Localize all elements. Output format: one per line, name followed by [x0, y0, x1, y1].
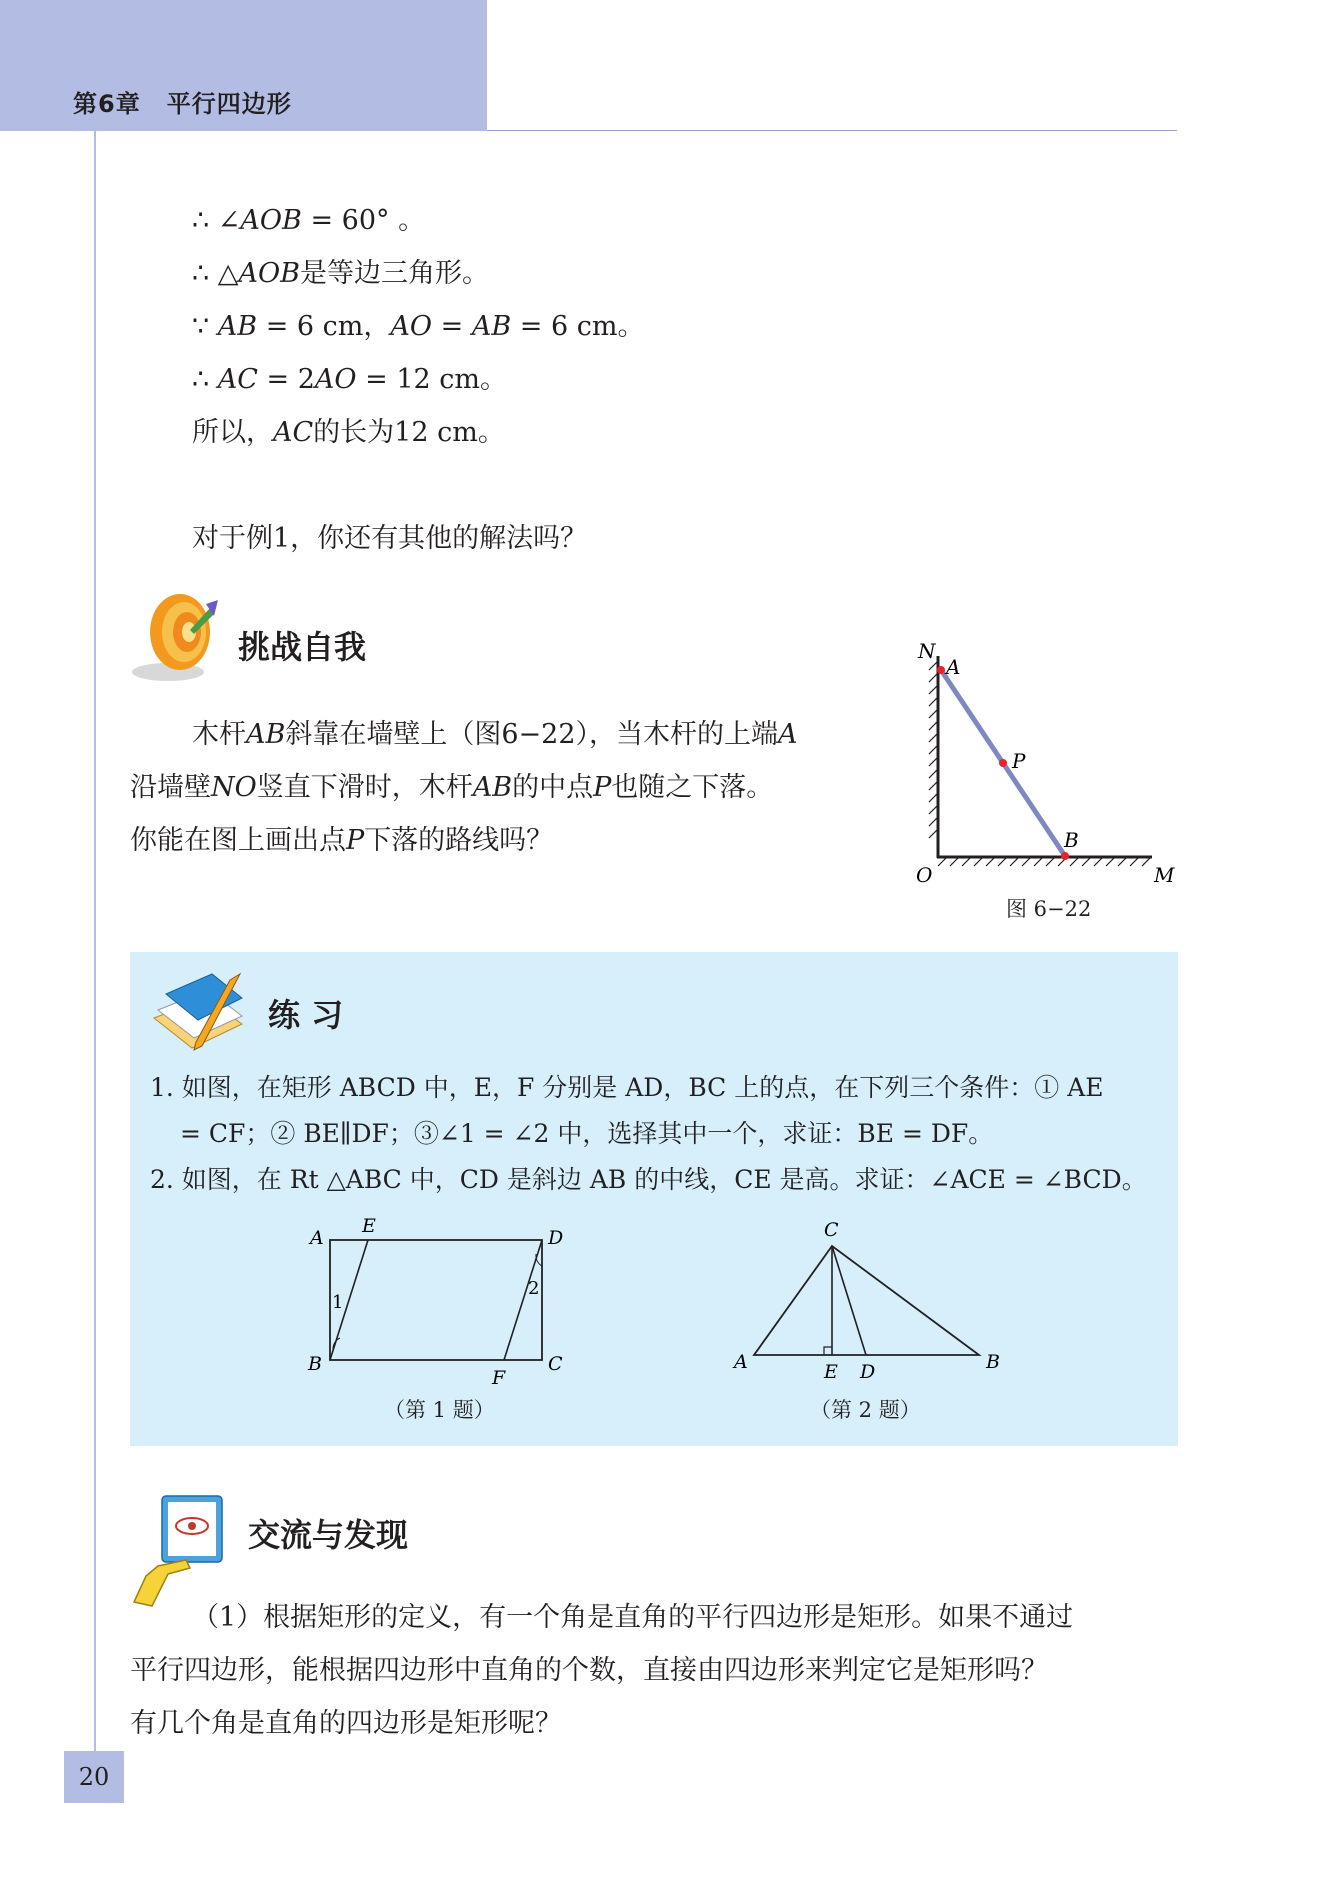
solution-line-5: 所以，AC的长为12 cm。	[192, 417, 505, 448]
label-d: D	[860, 1361, 876, 1383]
label-a: A	[310, 1227, 324, 1249]
page-number: 20	[64, 1751, 124, 1803]
margin-rule	[94, 131, 96, 1751]
label-a: A	[946, 655, 961, 679]
exercise-1-figure	[300, 1212, 580, 1392]
label-b: B	[986, 1351, 1000, 1373]
discuss-line-3: 有几个角是直角的四边形是矩形呢？	[130, 1708, 562, 1739]
label-c: C	[824, 1219, 839, 1241]
label-angle-2: 2	[528, 1278, 540, 1299]
label-p: P	[1012, 749, 1026, 773]
label-b: B	[308, 1353, 322, 1375]
exercise-q1-line1: 1. 如图，在矩形 ABCD 中，E，F 分别是 AD，BC 上的点，在下列三个条件：① AE	[150, 1073, 1104, 1102]
exercise-2-figure	[724, 1212, 1014, 1392]
exercise-title: 练 习	[268, 996, 344, 1034]
eye-hand-icon	[128, 1490, 238, 1610]
exercise-2-caption: （第 2 题）	[810, 1398, 921, 1422]
figure-6-22	[900, 640, 1180, 890]
exercise-q2-line: 2. 如图，在 Rt △ABC 中，CD 是斜边 AB 的中线，CE 是高。求证：∠ACE = ∠BCD。	[150, 1165, 1147, 1194]
label-m: M	[1154, 863, 1175, 887]
point-a	[937, 666, 945, 674]
solution-line-4: ∴ AC = 2AO = 12 cm。	[192, 364, 508, 395]
label-b: B	[1064, 828, 1079, 852]
label-d: D	[548, 1227, 564, 1249]
discuss-title: 交流与发现	[248, 1516, 409, 1554]
label-f: F	[492, 1367, 506, 1389]
target-dart-icon	[128, 590, 224, 686]
solution-line-2: ∴ △AOB是等边三角形。	[192, 258, 490, 289]
wall-hatching	[929, 662, 937, 838]
right-angle-mark	[824, 1347, 832, 1355]
label-angle-1: 1	[332, 1292, 344, 1313]
solution-line-1: ∴ ∠AOB = 60° 。	[192, 205, 426, 236]
discuss-line-2: 平行四边形，能根据四边形中直角的个数，直接由四边形来判定它是矩形吗？	[130, 1655, 1048, 1686]
question-text: 对于例1，你还有其他的解法吗？	[192, 523, 588, 554]
challenge-line-2: 沿墙壁NO竖直下滑时，木杆AB的中点P也随之下落。	[130, 772, 774, 803]
challenge-line-1: 木杆AB斜靠在墙壁上（图6−22），当木杆的上端A	[192, 719, 798, 750]
label-a: A	[734, 1351, 748, 1373]
label-c: C	[548, 1353, 563, 1375]
header-rule	[487, 130, 1177, 131]
median-cd	[832, 1246, 866, 1355]
triangle-abc	[754, 1246, 979, 1355]
challenge-title: 挑战自我	[238, 628, 367, 666]
solution-line-3: ∵ AB = 6 cm，AO = AB = 6 cm。	[192, 311, 645, 342]
label-o: O	[916, 863, 933, 887]
chapter-number: 第6章	[73, 90, 141, 118]
figure-6-22-caption: 图 6−22	[1006, 897, 1092, 921]
exercise-1-caption: （第 1 题）	[384, 1398, 495, 1422]
point-b	[1061, 852, 1069, 860]
label-e: E	[362, 1215, 376, 1237]
chapter-heading	[73, 84, 292, 119]
exercise-q1-line2: = CF；② BE∥DF；③∠1 = ∠2 中，选择其中一个，求证：BE = DF。	[180, 1119, 994, 1148]
discuss-line-1: （1）根据矩形的定义，有一个角是直角的平行四边形是矩形。如果不通过	[192, 1602, 1074, 1633]
chapter-title: 平行四边形	[166, 90, 292, 118]
floor-hatching	[938, 858, 1150, 866]
point-p	[999, 759, 1007, 767]
notebook-pencil-icon	[146, 968, 256, 1054]
label-e: E	[824, 1361, 838, 1383]
challenge-line-3: 你能在图上画出点P下落的路线吗？	[130, 825, 554, 856]
label-n: N	[918, 640, 936, 663]
